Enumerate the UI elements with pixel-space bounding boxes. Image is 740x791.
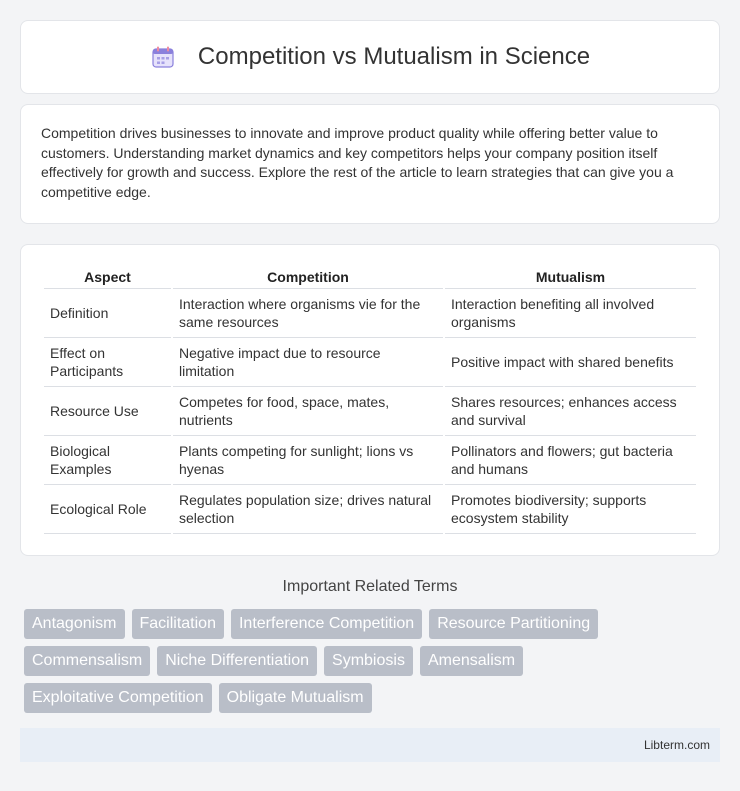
cell-aspect: Biological Examples [44, 436, 171, 485]
related-term-tag[interactable]: Antagonism [24, 609, 125, 639]
related-term-tag[interactable]: Obligate Mutualism [219, 683, 372, 713]
table-row [44, 436, 696, 485]
related-term-tag[interactable]: Commensalism [24, 646, 150, 676]
cell-mutualism: Interaction benefiting all involved organisms [445, 289, 696, 338]
cell-mutualism: Shares resources; enhances access and survival [445, 387, 696, 436]
cell-mutualism: Promotes biodiversity; supports ecosystem stability [445, 485, 696, 534]
cell-aspect: Resource Use [44, 387, 171, 436]
table-row [44, 387, 696, 436]
intro-text: Competition drives businesses to innovate and improve product quality while offering better value to customers. Understanding market dynamics and key competitors helps your company position itself effectively for growth and success. Explore the rest of the article to learn strategies that can give you a competitive edge. [41, 125, 674, 200]
page-title: Competition vs Mutualism in Science [197, 43, 591, 70]
table-row [44, 289, 696, 338]
related-terms-title: Important Related Terms [282, 578, 458, 595]
header-card [20, 20, 720, 94]
cell-aspect: Definition [44, 289, 171, 338]
cell-competition: Competes for food, space, mates, nutrients [173, 387, 443, 436]
footer [20, 728, 720, 762]
header-aspect: Aspect [44, 265, 171, 289]
intro-card [20, 104, 720, 224]
related-term-tag[interactable]: Resource Partitioning [429, 609, 598, 639]
comparison-table-card [20, 244, 720, 556]
related-term-tag[interactable]: Exploitative Competition [24, 683, 212, 713]
cell-competition: Interaction where organisms vie for the same resources [173, 289, 443, 338]
related-term-tag[interactable]: Facilitation [132, 609, 224, 639]
cell-mutualism: Pollinators and flowers; gut bacteria and humans [445, 436, 696, 485]
header-mutualism: Mutualism [445, 265, 696, 289]
calendar-icon [150, 44, 176, 70]
related-term-tag[interactable]: Symbiosis [324, 646, 413, 676]
cell-competition: Plants competing for sunlight; lions vs hyenas [173, 436, 443, 485]
table-row [44, 338, 696, 387]
cell-aspect: Effect on Participants [44, 338, 171, 387]
comparison-table [42, 265, 698, 534]
cell-aspect: Ecological Role [44, 485, 171, 534]
cell-competition: Negative impact due to resource limitation [173, 338, 443, 387]
related-term-tag[interactable]: Amensalism [420, 646, 523, 676]
related-terms-list [20, 609, 720, 720]
related-term-tag[interactable]: Interference Competition [231, 609, 422, 639]
footer-site-link[interactable]: Libterm.com [643, 738, 710, 752]
header-competition: Competition [173, 265, 443, 289]
cell-competition: Regulates population size; drives natural selection [173, 485, 443, 534]
table-header-row [44, 265, 696, 289]
related-term-tag[interactable]: Niche Differentiation [157, 646, 317, 676]
cell-mutualism: Positive impact with shared benefits [445, 338, 696, 387]
table-row [44, 485, 696, 534]
